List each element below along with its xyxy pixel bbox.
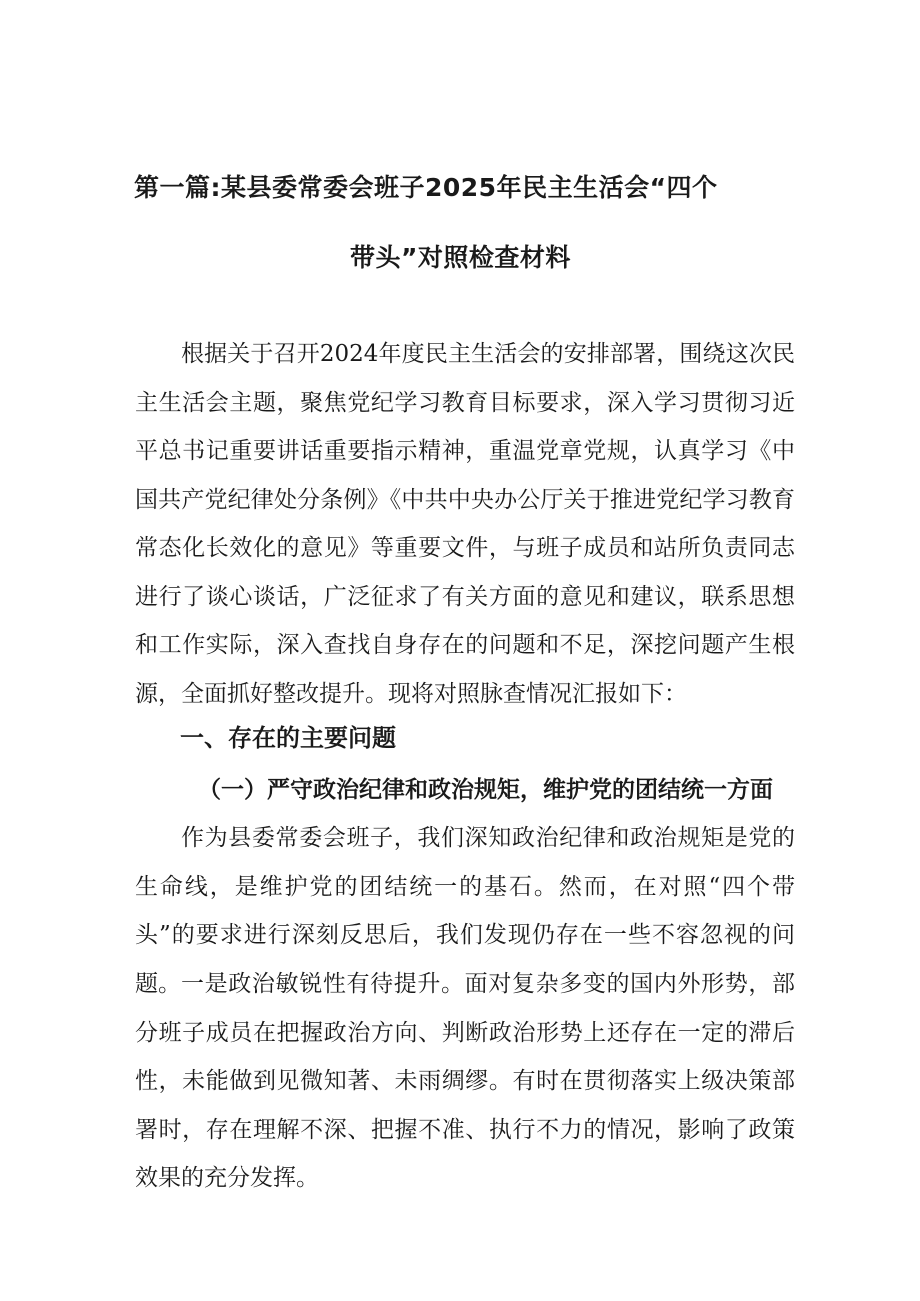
- document-title-line-1: 第一篇:某县委常委会班子2025年民主生活会“四个: [134, 173, 718, 202]
- subsection-heading: （一）严守政治纪律和政治规矩，维护党的团结统一方面: [198, 776, 773, 803]
- body-paragraph: 作为县委常委会班子，我们深知政治纪律和政治规矩是党的生命线，是维护党的团结统一的基石。然而，在对照“四个带头”的要求进行深刻反思后，我们发现仍存在一些不容忽视的问题。: [135, 825, 795, 997]
- section-heading: 一、存在的主要问题: [180, 724, 396, 752]
- body-paragraph: 一是政治敏锐性有待提升。面对复杂多变的国内外形势，部分班子成员在把握政治方向、判断政治形势上还存在一定的滞后性，未能做到见微知著、未雨绸缪。有时在贯彻落实上级决策部署时，存在理解不深、把握不准、执行不力的情况，影响了政策效果的充分发挥。: [135, 971, 795, 1191]
- document-title-line-2: 带头”对照检查材料: [350, 243, 571, 272]
- intro-paragraph: 根据关于召开2024年度民主生活会的安排部署，围绕这次民主生活会主题，聚焦党纪学习教育目标要求，深入学习贯彻习近平总书记重要讲话重要指示精神，重温党章党规，认真学习《中国共产党纪律处分条例》《中共中央办公厅关于推进党纪学习教育常态化长效化的意见》等重要文件，与班子成员和站所负责同志进行了谈心谈话，广泛征求了有关方面的意见和建议，联系思想和工作实际，深入查找自身存在的问题和不足，深挖问题产生根源，全面抓好整改提升。现将对照脉查情况汇报如下：: [135, 341, 795, 707]
